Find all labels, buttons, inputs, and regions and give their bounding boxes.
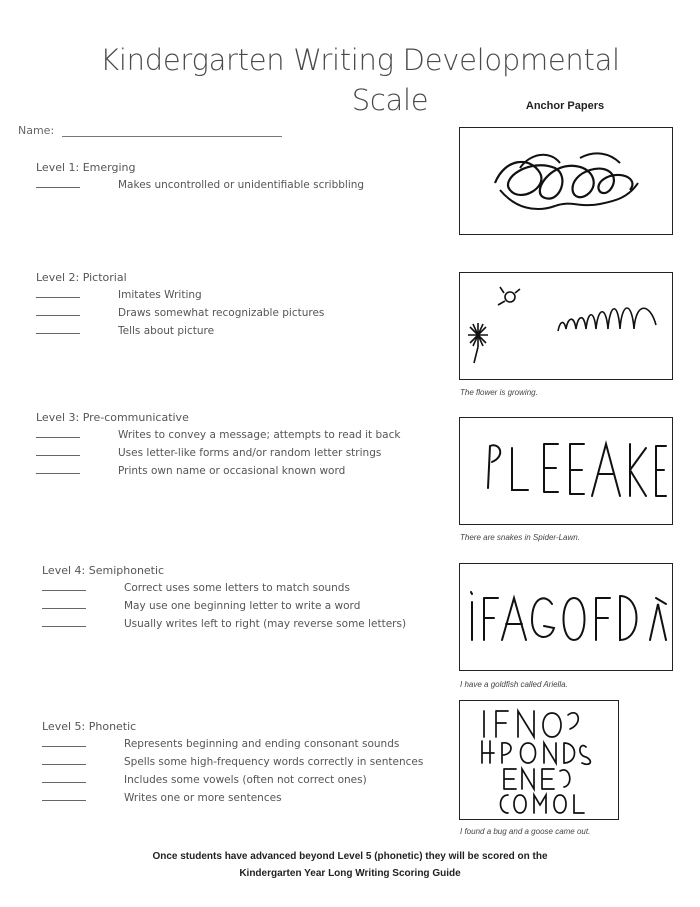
criterion-row [36, 304, 325, 322]
anchor-paper-level-5 [459, 700, 619, 820]
scribble-drawing [460, 128, 672, 234]
checkbox-blank[interactable] [42, 590, 86, 591]
criterion-row [42, 735, 400, 753]
checkbox-blank[interactable] [42, 800, 86, 801]
footer-note [60, 848, 640, 882]
criterion-text: Correct uses some letters to match sounds [124, 582, 350, 594]
checkbox-blank[interactable] [36, 437, 80, 438]
level-5-section [42, 719, 424, 807]
anchor-papers-heading: Anchor Papers [525, 100, 605, 112]
checkbox-blank[interactable] [42, 608, 86, 609]
criterion-row [42, 753, 424, 771]
criterion-row [42, 771, 367, 789]
criterion-row [36, 176, 365, 194]
criterion-text: Draws somewhat recognizable pictures [118, 307, 325, 319]
criterion-row [36, 426, 401, 444]
anchor-caption: There are snakes in Spider-Lawn. [460, 533, 580, 542]
level-title: Level 2: Pictorial [36, 271, 127, 284]
name-field-line[interactable] [62, 136, 282, 137]
anchor-caption: I have a goldfish called Ariella. [460, 680, 568, 689]
title-line-2: Scale [351, 83, 429, 117]
flower-drawing [460, 273, 672, 379]
anchor-paper-level-4 [459, 563, 673, 671]
criterion-text: Uses letter-like forms and/or random letter strings [118, 447, 382, 459]
level-title: Level 5: Phonetic [42, 720, 137, 733]
anchor-caption: The flower is growing. [460, 388, 538, 397]
criterion-text: Makes uncontrolled or unidentifiable scribbling [118, 179, 365, 191]
phonetic-writing-drawing [460, 701, 618, 819]
checkbox-blank[interactable] [36, 333, 80, 334]
anchor-paper-level-2 [459, 272, 673, 380]
footer-line-2: Kindergarten Year Long Writing Scoring Guide [239, 868, 461, 879]
level-title: Level 4: Semiphonetic [42, 564, 165, 577]
criterion-text: May use one beginning letter to write a word [124, 600, 361, 612]
checkbox-blank[interactable] [42, 764, 86, 765]
criterion-row [42, 615, 407, 633]
checkbox-blank[interactable] [36, 455, 80, 456]
criterion-text: Usually writes left to right (may reverse some letters) [124, 618, 407, 630]
criterion-row [36, 322, 215, 340]
anchor-paper-level-1 [459, 127, 673, 235]
criterion-text: Writes one or more sentences [124, 792, 282, 804]
criterion-row [36, 286, 202, 304]
level-2-section [36, 270, 325, 340]
checkbox-blank[interactable] [36, 297, 80, 298]
level-3-section [36, 410, 401, 480]
semiphonetic-writing-drawing [460, 564, 672, 670]
criterion-row [42, 579, 350, 597]
letter-strings-drawing [460, 418, 672, 524]
criterion-row [36, 462, 346, 480]
criterion-row [36, 444, 382, 462]
criterion-text: Includes some vowels (often not correct ones) [124, 774, 367, 786]
level-title: Level 1: Emerging [36, 161, 136, 174]
criterion-text: Imitates Writing [118, 289, 202, 301]
title-line-1: Kindergarten Writing Developmental [100, 43, 620, 77]
name-label: Name: [18, 124, 55, 137]
criterion-row [42, 597, 361, 615]
checkbox-blank[interactable] [36, 315, 80, 316]
checkbox-blank[interactable] [42, 626, 86, 627]
checkbox-blank[interactable] [36, 187, 80, 188]
checkbox-blank[interactable] [36, 473, 80, 474]
level-1-section [36, 160, 365, 194]
criterion-text: Represents beginning and ending consonant sounds [124, 738, 400, 750]
criterion-row [42, 789, 282, 807]
footer-line-1: Once students have advanced beyond Level 5 (phonetic) they will be scored on the [152, 851, 548, 862]
anchor-paper-level-3 [459, 417, 673, 525]
criterion-text: Tells about picture [118, 325, 215, 337]
criterion-text: Spells some high-frequency words correctly in sentences [124, 756, 424, 768]
criterion-text: Writes to convey a message; attempts to read it back [118, 429, 401, 441]
checkbox-blank[interactable] [42, 782, 86, 783]
level-title: Level 3: Pre-communicative [36, 411, 189, 424]
level-4-section [42, 563, 407, 633]
criterion-text: Prints own name or occasional known word [118, 465, 346, 477]
anchor-caption: I found a bug and a goose came out. [460, 827, 591, 836]
checkbox-blank[interactable] [42, 746, 86, 747]
